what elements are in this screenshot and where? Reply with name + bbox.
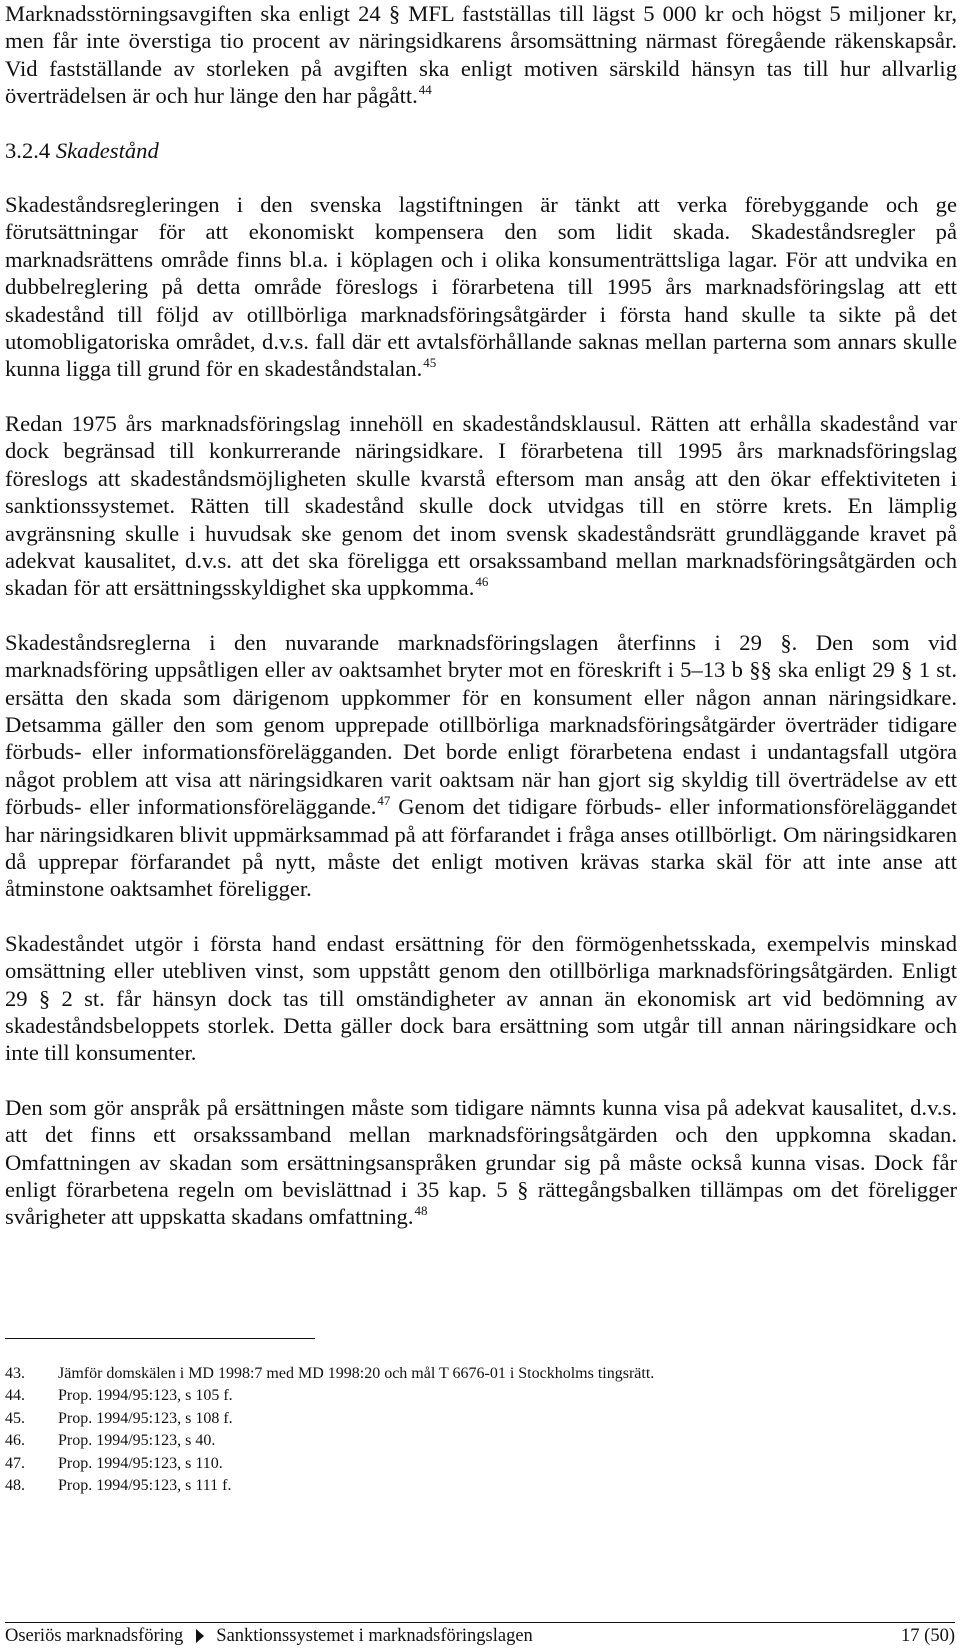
- footnote-number: 44.: [5, 1387, 25, 1405]
- paragraph-3: [5, 629, 957, 903]
- paragraph-1: [5, 191, 957, 383]
- footnote-item: [5, 1408, 945, 1430]
- footnote-text: Prop. 1994/95:123, s 40.: [58, 1432, 216, 1450]
- footnotes: [5, 1363, 945, 1497]
- paragraph-intro: [5, 0, 957, 110]
- paragraph-5: [5, 1094, 957, 1231]
- footnote-number: 46.: [5, 1432, 25, 1450]
- page-number: 17 (50): [901, 1626, 955, 1646]
- paragraph-text: Skadeståndsregleringen i den svenska lagstiftningen är tänkt att verka förebyggande och ge förutsättningar för att ekonomiskt kompensera den som lidit skada. Skadeståndsregler på marknadsrättens område finns bl.a. i köplagen och i olika konsumenträttsliga lagar. För att undvika en dubbelreglering på detta område föreslogs i förarbetena till 1995 års marknadsföringslag att ett skadestånd till följd av otillbörliga marknadsföringsåtgärder i första hand skulle ta sikte på det utomobligatoriska området, d.v.s. fall där ett avtalsförhållande saknas mellan parterna som annars skulle kunna ligga till grund för en skadeståndstalan.: [5, 192, 957, 382]
- footnote-text: Prop. 1994/95:123, s 110.: [58, 1454, 223, 1472]
- paragraph-text: Skadeståndet utgör i första hand endast ersättning för den förmögenhetsskada, exempelvis minskad omsättning eller utebliven vinst, som uppstått genom den otillbörliga marknadsföringsåtgärden. Enligt 29 § 2 st. får hänsyn dock tas till omständigheter av annan än ekonomisk art vid bedömning av skadeståndsbeloppets storlek. Detta gäller dock bara ersättning som utgår till annan näringsidkare och inte till konsumenter.: [5, 930, 957, 1066]
- footer-divider: [5, 1622, 955, 1623]
- footnote-text: Jämför domskälen i MD 1998:7 med MD 1998:20 och mål T 6676-01 i Stockholms tingsrätt.: [58, 1365, 655, 1382]
- footnote-item: [5, 1475, 945, 1497]
- footnote-item: [5, 1385, 945, 1407]
- footnote-text: Prop. 1994/95:123, s 111 f.: [58, 1477, 232, 1495]
- footnote-item: [5, 1430, 945, 1452]
- footnote-ref-44[interactable]: 44: [418, 82, 432, 98]
- footnote-item: [5, 1363, 945, 1385]
- footnote-number: 43.: [5, 1365, 25, 1382]
- page-footer: [5, 1624, 955, 1648]
- footnote-number: 48.: [5, 1477, 25, 1495]
- footnote-ref-46[interactable]: 46: [475, 574, 489, 590]
- footnote-ref-45[interactable]: 45: [423, 355, 437, 371]
- paragraph-text-continued: Genom det tidigare förbuds- eller informationsföreläggandet har näringsidkaren blivit uppmärksammad på att förfarandet i fråga anses otillbörligt. Om näringsidkaren då upprepar förfarandet på nytt, måste det enligt motiven krävas starka skäl för att inte anse att åtminstone oaktsamhet föreligger.: [5, 794, 957, 902]
- footnote-text: Prop. 1994/95:123, s 108 f.: [58, 1409, 233, 1427]
- paragraph-text: Den som gör anspråk på ersättningen måste som tidigare nämnts kunna visa på adekvat kausalitet, d.v.s. att det finns ett orsakssamband mellan marknadsföringsåtgärden och den uppkomna skadan. Omfattningen av skadan som ersättningsanspråken grundar sig på måste också kunna visas. Dock får enligt förarbetena regeln om bevislättnad i 35 kap. 5 § rättegångsbalken tillämpas om det föreligger svårigheter att uppskatta skadans omfattning.: [5, 1094, 957, 1230]
- section-title: Skadestånd: [55, 137, 159, 163]
- triangle-right-icon: [196, 1629, 204, 1643]
- paragraph-text: Redan 1975 års marknadsföringslag innehöll en skadeståndsklausul. Rätten att erhålla skadestånd var dock begränsad till konkurrerande näringsidkare. I förarbetena till 1995 års marknadsföringslag föreslogs att skadeståndsmöjligheten skulle kvarstå eftersom man ansåg att den ökar effektiviteten i sanktionssystemet. Rätten till skadestånd skulle dock utvidgas till en större krets. En lämplig avgränsning skulle i huvudsak ske genom det inom svensk skadeståndsrätt grundläggande kravet på adekvat kausalitet, d.v.s. att det ska föreligga ett orsakssamband mellan marknadsföringsåtgärden och skadan för att ersättningsskyldighet ska uppkomma.: [5, 410, 957, 601]
- footnote-ref-48[interactable]: 48: [414, 1203, 428, 1219]
- paragraph-text: Marknadsstörningsavgiften ska enligt 24 § MFL fastställas till lägst 5 000 kr och högst 5 miljoner kr, men får inte överstiga tio procent av näringsidkarens årsomsättning närmast föregående räkenskapsår. Vid fastställande av storleken på avgiften ska enligt motiven särskild hänsyn tas till hur allvarlig överträdelsen är och hur länge den har pågått.: [5, 1, 957, 109]
- section-number: 3.2.4: [5, 137, 51, 163]
- section-heading: [5, 137, 957, 164]
- footnote-item: [5, 1453, 945, 1475]
- footnote-text: Prop. 1994/95:123, s 105 f.: [58, 1387, 233, 1405]
- page-body: [5, 0, 957, 1231]
- footer-breadcrumb-chapter[interactable]: Sanktionssystemet i marknadsföringslagen: [216, 1626, 533, 1646]
- footnote-number: 45.: [5, 1409, 25, 1427]
- footer-breadcrumb-document[interactable]: Oseriös marknadsföring: [5, 1626, 184, 1646]
- footnote-ref-47[interactable]: 47: [377, 793, 391, 809]
- paragraph-4: [5, 930, 957, 1067]
- paragraph-2: [5, 410, 957, 602]
- paragraph-text: Skadeståndsreglerna i den nuvarande marknadsföringslagen återfinns i 29 §. Den som vid marknadsföring uppsåtligen eller av oaktsamhet bryter mot en föreskrift i 5–13 b §§ ska enligt 29 § 1 st. ersätta den skada som därigenom uppkommer för en konsument eller någon annan näringsidkare. Detsamma gäller den som genom upprepade otillbörliga marknadsföringsåtgärder överträder tidigare förbuds- eller informationsförelägganden. Det borde enligt förarbetena endast i undantagsfall utgöra något problem att visa att näringsidkaren varit oaktsam när han gjort sig skyldig till överträdelse av ett förbuds- eller informationsföreläggande.: [5, 629, 957, 820]
- footnote-divider: [5, 1338, 315, 1339]
- footnote-number: 47.: [5, 1454, 25, 1472]
